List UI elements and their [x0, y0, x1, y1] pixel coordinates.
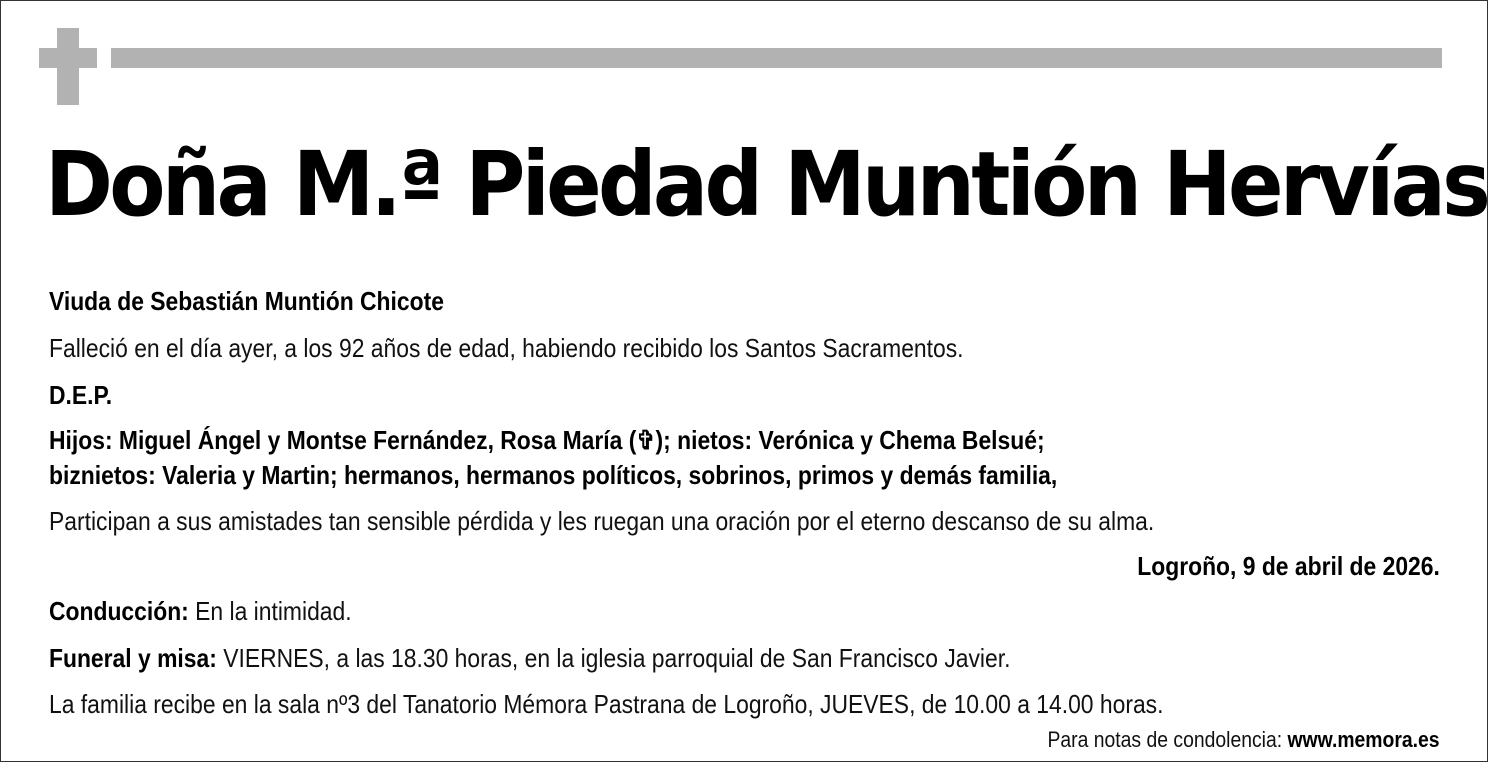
reception-line: La familia recibe en la sala nº3 del Tanatorio Mémora Pastrana de Logroño, JUEVES, de 10.00 a 14.00 horas.: [49, 689, 1164, 719]
conduction-label: Conducción:: [49, 596, 189, 626]
condolence-footer: [1048, 725, 1440, 755]
conduction-value: En la intimidad.: [188, 596, 352, 626]
cross-icon-horizontal: [39, 48, 97, 68]
funeral-line: [49, 642, 1010, 674]
dep-line: D.E.P.: [49, 380, 113, 410]
header-rule: [111, 48, 1442, 68]
condolence-link[interactable]: www.memora.es: [1287, 727, 1440, 752]
funeral-value: VIERNES, a las 18.30 horas, en la iglesia parroquial de San Francisco Javier.: [216, 643, 1011, 673]
condolence-label: Para notas de condolencia:: [1047, 727, 1288, 752]
widow-of-line: Viuda de Sebastián Muntión Chicote: [49, 286, 444, 316]
funeral-label: Funeral y misa:: [49, 643, 217, 673]
conduction-line: [49, 595, 352, 627]
family-line-2: biznietos: Valeria y Martin; hermanos, hermanos políticos, sobrinos, primos y demás familia,: [49, 460, 1058, 490]
death-notice-line: Falleció en el día ayer, a los 92 años de edad, habiendo recibido los Santos Sacramentos.: [49, 333, 964, 363]
place-date: Logroño, 9 de abril de 2026.: [1137, 551, 1440, 581]
participation-line: Participan a sus amistades tan sensible pérdida y les ruegan una oración por el eterno descanso de su alma.: [49, 506, 1155, 536]
family-line-1: Hijos: Miguel Ángel y Montse Fernández, Rosa María (✞); nietos: Verónica y Chema Belsué;: [49, 425, 1045, 455]
deceased-name: Doña M.ª Piedad Muntión Hervías: [45, 132, 1488, 236]
